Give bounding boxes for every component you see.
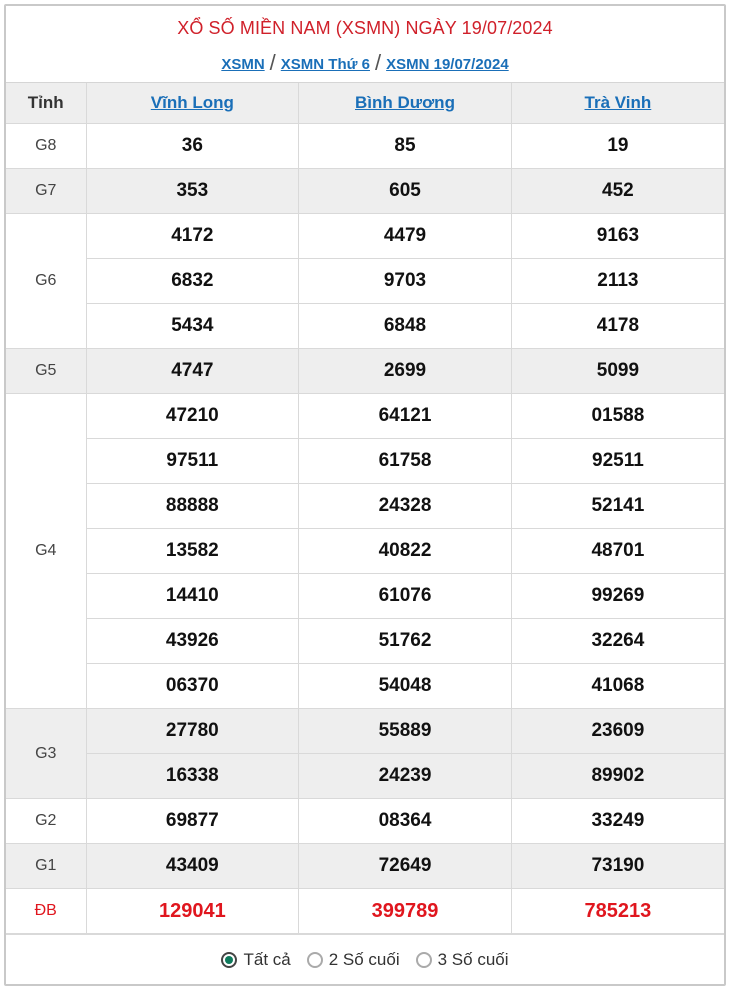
table-row: [6, 529, 724, 574]
breadcrumb-xsmn-link[interactable]: XSMN: [221, 56, 265, 73]
result-number: 23609: [511, 709, 724, 754]
result-number: 4747: [86, 349, 299, 394]
result-number: 32264: [511, 619, 724, 664]
breadcrumb-date-link[interactable]: XSMN 19/07/2024: [386, 56, 509, 73]
special-prize-number: 399789: [299, 889, 512, 934]
table-row-special-prize: [6, 889, 724, 934]
result-number: 353: [86, 169, 299, 214]
result-number: 52141: [511, 484, 724, 529]
result-number: 06370: [86, 664, 299, 709]
filter-all-radio[interactable]: [221, 950, 290, 970]
results-table: [6, 83, 724, 934]
page-title: XỔ SỐ MIỀN NAM (XSMN) NGÀY 19/07/2024: [177, 18, 553, 38]
result-number: 64121: [299, 394, 512, 439]
result-number: 08364: [299, 799, 512, 844]
prize-label: G6: [6, 214, 86, 349]
result-number: 54048: [299, 664, 512, 709]
digit-filter-group: [6, 934, 724, 985]
table-row: [6, 214, 724, 259]
result-number: 55889: [299, 709, 512, 754]
filter-last-3-radio[interactable]: [416, 950, 509, 970]
result-number: 61076: [299, 574, 512, 619]
result-number: 73190: [511, 844, 724, 889]
result-number: 97511: [86, 439, 299, 484]
result-number: 69877: [86, 799, 299, 844]
result-number: 4178: [511, 304, 724, 349]
filter-last-3-label: 3 Số cuối: [437, 950, 509, 969]
result-number: 9163: [511, 214, 724, 259]
result-number: 48701: [511, 529, 724, 574]
result-number: 51762: [299, 619, 512, 664]
table-row: [6, 349, 724, 394]
result-number: 99269: [511, 574, 724, 619]
prize-label: G5: [6, 349, 86, 394]
filter-last-2-radio[interactable]: [307, 950, 400, 970]
table-row: [6, 439, 724, 484]
result-number: 4172: [86, 214, 299, 259]
breadcrumb-separator: /: [374, 50, 382, 75]
result-number: 2113: [511, 259, 724, 304]
table-row: [6, 574, 724, 619]
result-number: 2699: [299, 349, 512, 394]
result-number: 13582: [86, 529, 299, 574]
result-number: 92511: [511, 439, 724, 484]
result-number: 9703: [299, 259, 512, 304]
result-number: 24239: [299, 754, 512, 799]
result-number: 33249: [511, 799, 724, 844]
table-row: [6, 619, 724, 664]
prize-label: ĐB: [6, 889, 86, 934]
radio-unchecked-icon[interactable]: [416, 952, 432, 968]
result-number: 16338: [86, 754, 299, 799]
results-card: [4, 4, 726, 986]
province-link-vinh-long[interactable]: Vĩnh Long: [150, 93, 234, 112]
table-row: [6, 844, 724, 889]
result-number: 5434: [86, 304, 299, 349]
table-row: [6, 259, 724, 304]
radio-unchecked-icon[interactable]: [307, 952, 323, 968]
table-row: [6, 664, 724, 709]
table-row: [6, 754, 724, 799]
table-row: [6, 484, 724, 529]
province-link-tra-vinh[interactable]: Trà Vinh: [584, 93, 652, 112]
prize-label: G3: [6, 709, 86, 799]
table-row: [6, 709, 724, 754]
result-number: 40822: [299, 529, 512, 574]
table-row: [6, 304, 724, 349]
result-number: 14410: [86, 574, 299, 619]
breadcrumb: [6, 49, 724, 75]
prize-label: G4: [6, 394, 86, 709]
result-number: 43409: [86, 844, 299, 889]
table-row: [6, 394, 724, 439]
filter-all-label: Tất cả: [243, 950, 291, 969]
result-number: 36: [86, 124, 299, 169]
result-number: 24328: [299, 484, 512, 529]
table-row: [6, 799, 724, 844]
special-prize-number: 785213: [511, 889, 724, 934]
result-number: 605: [299, 169, 512, 214]
prize-label: G8: [6, 124, 86, 169]
result-number: 452: [511, 169, 724, 214]
result-number: 41068: [511, 664, 724, 709]
result-number: 6832: [86, 259, 299, 304]
result-number: 4479: [299, 214, 512, 259]
result-number: 72649: [299, 844, 512, 889]
filter-last-2-label: 2 Số cuối: [328, 950, 400, 969]
result-number: 6848: [299, 304, 512, 349]
prize-label: G7: [6, 169, 86, 214]
column-header-tra-vinh: [511, 83, 724, 124]
result-number: 61758: [299, 439, 512, 484]
breadcrumb-separator: /: [269, 50, 276, 75]
column-header-binh-duong: [299, 83, 512, 124]
radio-checked-icon[interactable]: [221, 952, 237, 968]
special-prize-number: 129041: [86, 889, 299, 934]
table-row: [6, 169, 724, 214]
result-number: 5099: [511, 349, 724, 394]
province-link-binh-duong[interactable]: Bình Dương: [355, 93, 455, 112]
result-number: 27780: [86, 709, 299, 754]
breadcrumb-weekday-link[interactable]: XSMN Thứ 6: [280, 56, 370, 73]
prize-label: G1: [6, 844, 86, 889]
table-row: [6, 124, 724, 169]
result-number: 85: [299, 124, 512, 169]
result-number: 43926: [86, 619, 299, 664]
result-number: 47210: [86, 394, 299, 439]
column-header-province: Tỉnh: [6, 83, 86, 124]
column-header-vinh-long: [86, 83, 299, 124]
result-number: 01588: [511, 394, 724, 439]
prize-label: G2: [6, 799, 86, 844]
result-number: 19: [511, 124, 724, 169]
results-header: [6, 6, 724, 83]
result-number: 89902: [511, 754, 724, 799]
result-number: 88888: [86, 484, 299, 529]
table-header-row: [6, 83, 724, 124]
